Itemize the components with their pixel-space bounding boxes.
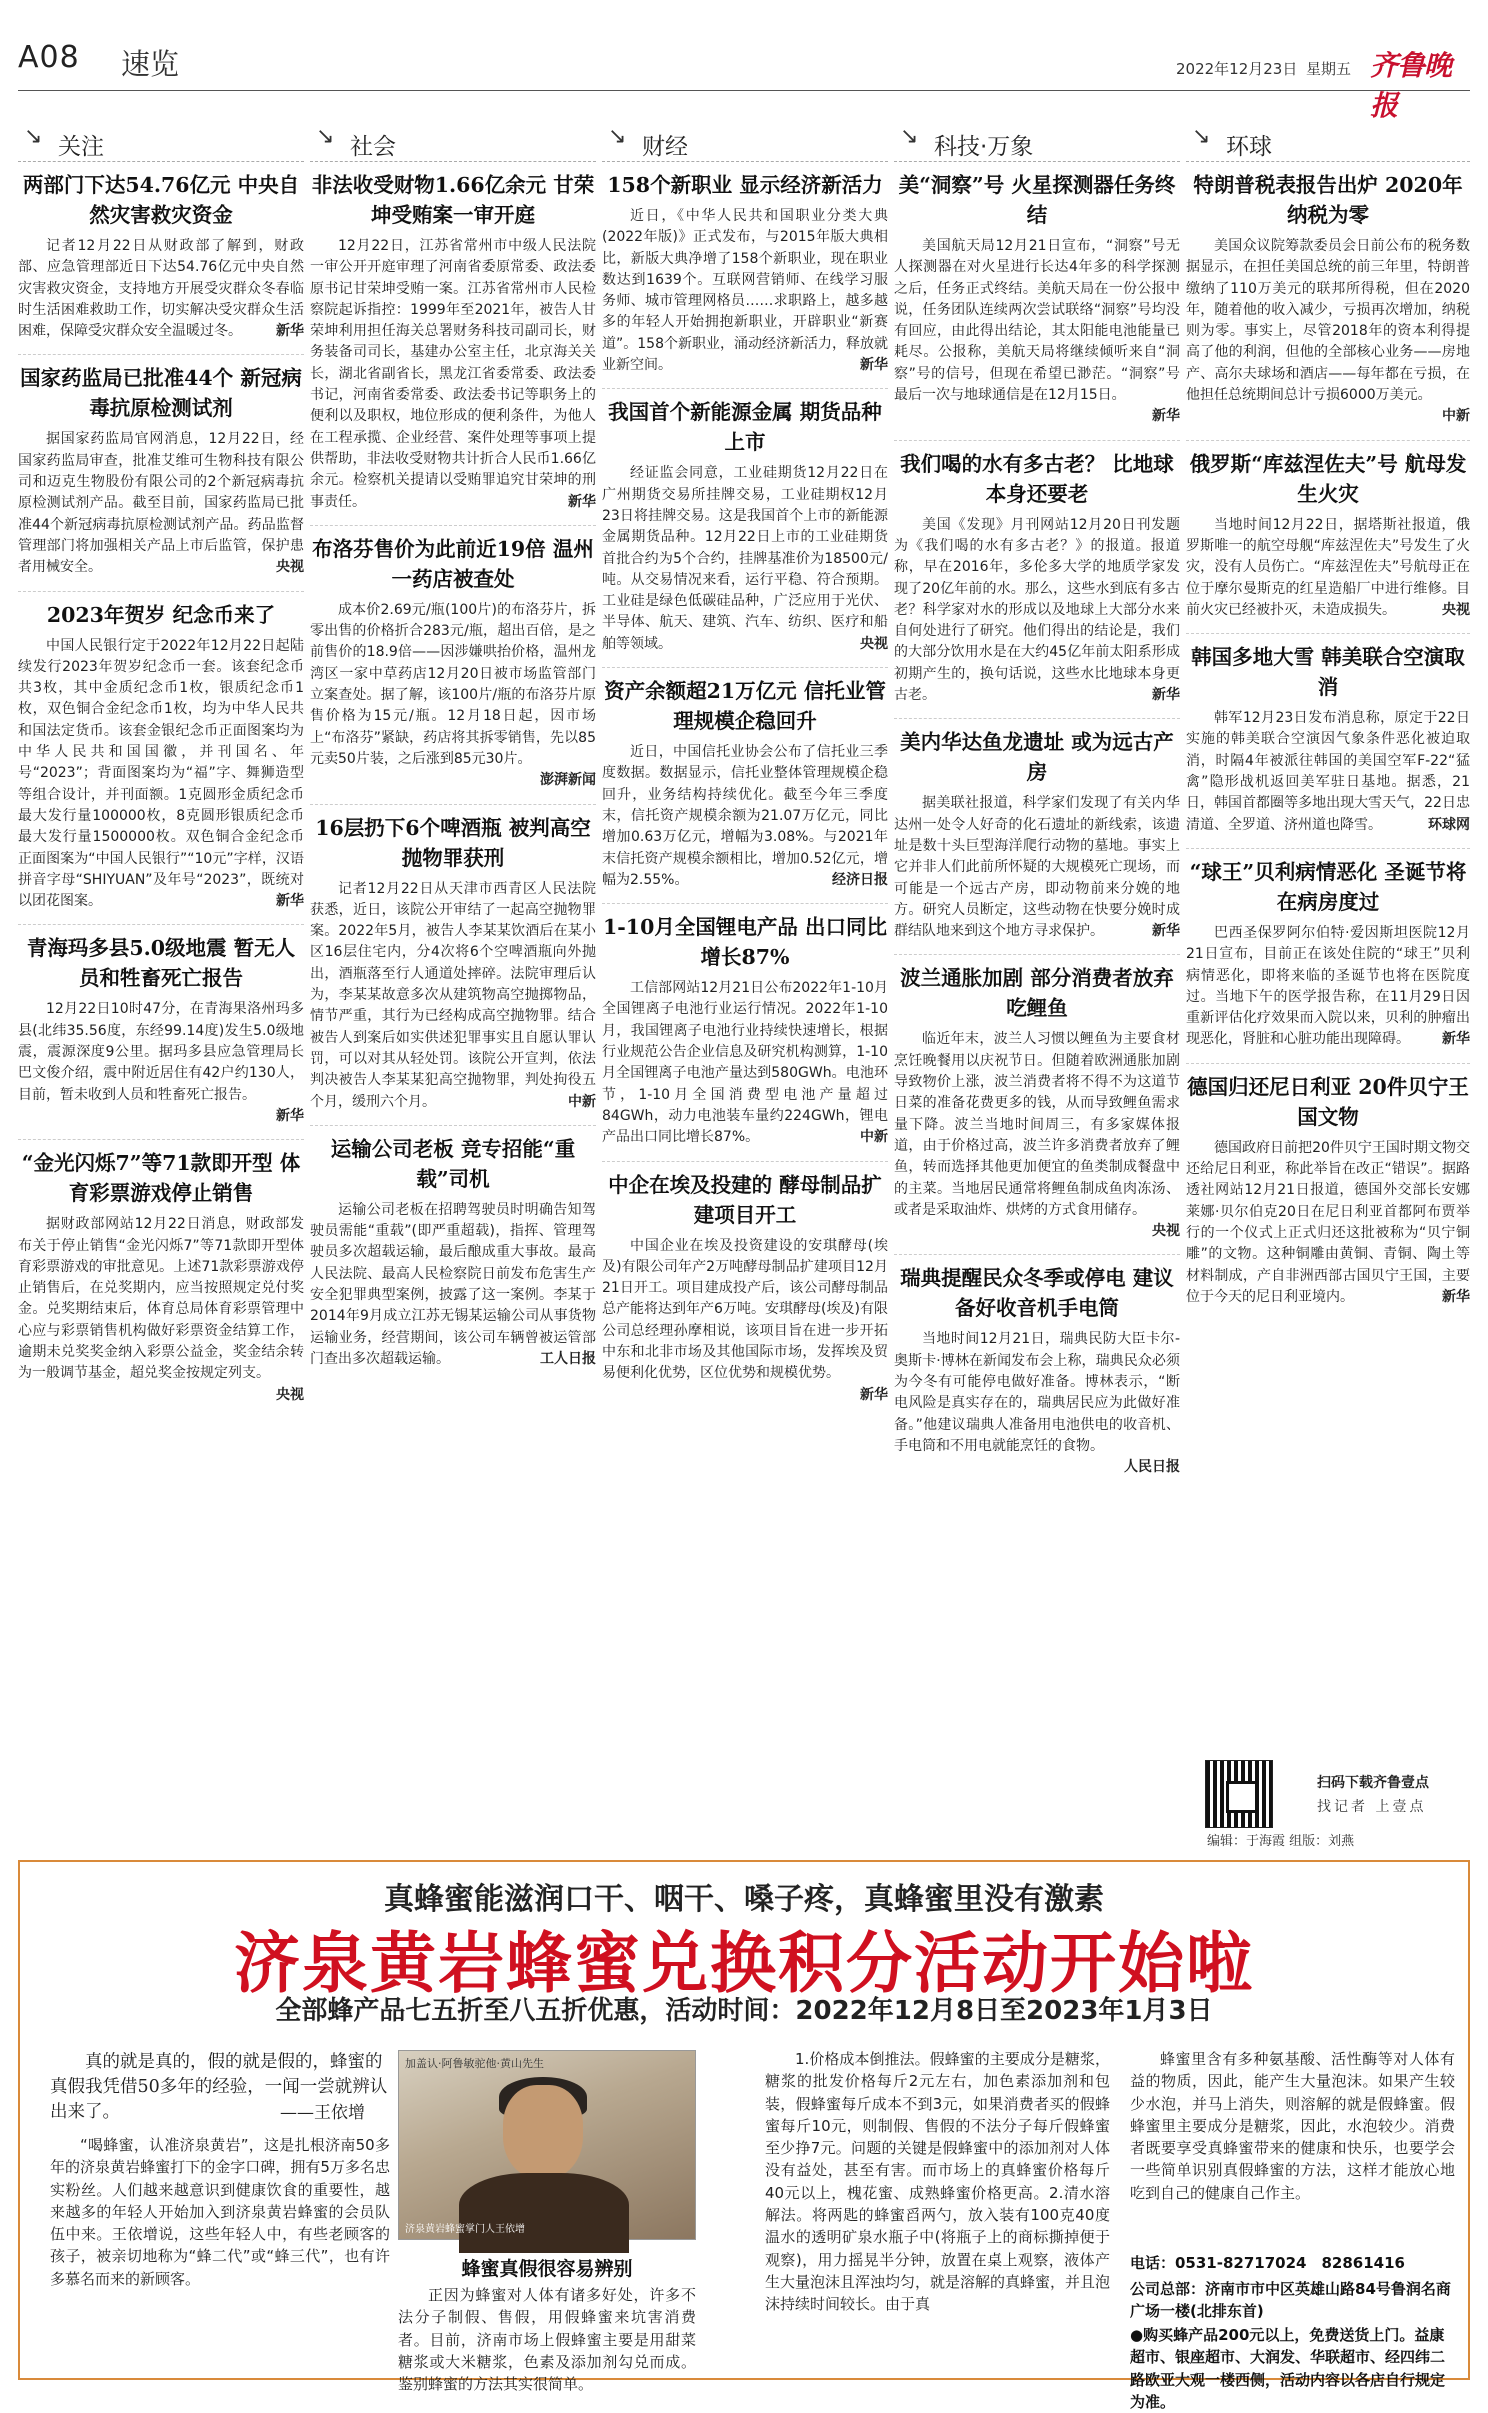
article-divider [310,804,596,805]
article-text: 美国航天局12月21日宣布，“洞察”号无人探测器在对火星进行长达4年多的科学探测之后，任务正式终结。美航天局在一份公报中说，任务团队连续两次尝试联络“洞察”号均没有回应，由此得出结论，其太阳能电池能量已耗尽。公报称，美航天局将继续倾听来自“洞察”号的信号，但现在希望已渺茫。“洞察”号最后一次与地球通信是在12月15日。 [894,238,1180,404]
ad-subheading: 蜂蜜真假很容易辨别 [461,2258,633,2280]
article-source: 新华 [276,323,304,340]
article [602,1170,888,1406]
article-source: 央视 [860,635,888,652]
article-body [18,999,304,1124]
article-source: 新华 [1442,1031,1470,1048]
editor-credit: 编辑：于海霞 组版：刘燕 [1207,1834,1355,1849]
article-headline[interactable]: 美内华达鱼龙遗址 或为远古产房 [900,730,1174,785]
article-body [1186,708,1470,836]
article-text: 当地时间12月22日，据塔斯社报道，俄罗斯唯一的航空母舰“库兹涅佐夫”号发生了火灾，没有人员伤亡。“库兹涅佐夫”号航母正在位于摩尔曼斯克的红星造船厂中进行维修。目前火灾已经被扑灭，未造成损失。 [1186,516,1470,618]
column-world [1186,120,1470,1840]
column-title: 财经 [642,134,688,160]
article-text: 据财政部网站12月22日消息，财政部发布关于停止销售“金光闪烁7”等71款即开型体育彩票游戏的审批意见。上述71款彩票游戏停止销售后，在兑奖期内，应当按照规定兑付奖金。兑奖期结束后，体育总局体育彩票管理中心应与彩票销售机构做好彩票资金结算工作，逾期未兑奖奖金纳入彩票公益金，奖金结余转为一般调节基金，超兑奖金按规定列支。 [18,1216,304,1382]
article-headline[interactable]: 德国归还尼日利亚 20件贝宁王国文物 [1187,1074,1469,1129]
article [1186,642,1470,836]
article-headline[interactable]: 波兰通胀加剧 部分消费者放弃吃鲤鱼 [900,966,1174,1021]
qr-code-icon[interactable] [1205,1760,1273,1828]
article-source: 新华 [276,893,304,910]
article [894,963,1180,1242]
article-body [1186,515,1470,621]
article-text: 巴西圣保罗阿尔伯特·爱因斯坦医院12月21日宣布，目前正在该处住院的“球王”贝利病情恶化，即将来临的圣诞节也将在医院度过。当地下午的医学报告称，在11月29日因重新评估化疗效果而入院以来，贝利的肿瘤出现恶化，肾脏和心脏功能出现障碍。 [1186,924,1470,1048]
column-marker-icon: ↘ [900,124,919,149]
article [894,170,1180,428]
article-headline[interactable]: 国家药监局已批准44个 新冠病毒抗原检测试剂 [20,366,302,421]
article-divider [1186,1063,1470,1064]
article-headline[interactable]: 16层扔下6个啤酒瓶 被判高空抛物罪获刑 [315,815,591,870]
article-divider [894,954,1180,955]
ad-right-body: 蜂蜜里含有多种氨基酸、活性酶等对人体有益的物质，因此，能产生大量泡沫。如果产生较少水泡，并马上消失，则溶解的就是假蜂蜜。假蜂蜜里主要成分是糖浆，因此，水泡较少。消费者既要享受真蜂蜜带来的健康和快乐，也要学会一些简单识别真假蜂蜜的方法，这样才能放心地吃到自己的健康自己作主。 [1130,2050,1455,2202]
article-divider [602,388,888,389]
qr-line1: 扫码下载齐鲁壹点 [1317,1775,1429,1791]
article-source: 央视 [276,1386,304,1403]
column-title: 科技·万象 [934,134,1034,160]
article-source: 人民日报 [1124,1459,1180,1476]
article-body [310,236,596,513]
article-headline[interactable]: 美“洞察”号 火星探测器任务终结 [898,173,1176,227]
article-source: 中新 [1442,408,1470,425]
article-source: 环球网 [1428,816,1470,833]
ad-intro-quote: 真的就是真的，假的就是假的，蜂蜜的真假我凭借50多年的经验，一闻一尝就辨认出来了。 [50,2052,388,2122]
article-divider [894,718,1180,719]
article-source: 新华 [1442,1288,1470,1305]
article [602,912,888,1148]
article-headline[interactable]: 青海玛多县5.0级地震 暂无人员和牲畜死亡报告 [26,936,296,991]
article-body [602,206,888,376]
article-source: 工人日报 [540,1350,596,1367]
ad-quote-signature: ——王依增 [280,2103,365,2123]
article-headline[interactable]: 2023年贺岁 纪念币来了 [46,602,276,627]
article-divider [18,924,304,925]
article-text: 据国家药监局官网消息，12月22日，经国家药监局审查，批准艾维可生物科技有限公司和迈克生物股份有限公司的2个新冠病毒抗原检测试剂产品。截至目前，国家药监局已批准44个新冠病毒抗原检测试剂产品。药品监督管理部门将加强相关产品上市后监管，保护患者用械安全。 [18,431,304,576]
article-text: 12月22日10时47分，在青海果洛州玛多县(北纬35.56度，东经99.14度)发生5.0级地震，震源深度9公里。据玛多县应急管理局长巴文俊介绍，震中附近居住有42户约130人，目前，暂未收到人员和牲畜死亡报告。 [18,1001,304,1103]
article-headline[interactable]: 158个新职业 显示经济新活力 [607,173,883,197]
article-text: 临近年末，波兰人习惯以鲤鱼为主要食材烹饪晚餐用以庆祝节日。但随着欧洲通胀加剧导致物价上涨，波兰消费者将不得不为这道节日菜的准备花费更多的钱，从而导致鲤鱼需求量下降。波兰当地时间周三，有多家媒体报道，由于价格过高，波兰许多消费者放弃了鲤鱼，转而选择其他更加便宜的鱼类制成餐盘中的主菜。当地居民通常将鲤鱼制成鱼肉冻汤、或者是采取油炸、烘烤的方式食用储存。 [894,1031,1180,1218]
article-body [310,1200,596,1370]
article-body [894,236,1180,425]
column-header [1186,120,1470,162]
article-body [18,429,304,578]
article [1186,449,1470,621]
article-body [602,742,888,891]
honey-advertisement [18,1860,1470,2411]
article-text: 德国政府日前把20件贝宁王国时期文物交还给尼日利亚，称此举旨在改正“错误”。据路透社网站12月21日报道，德国外交部长安娜莱娜·贝尔伯克20日在尼日利亚首都阿布贾举行的一个仪式上正式归还这批被称为“贝宁铜雕”的文物。这种铜雕由黄铜、青铜、陶土等材料制成，产自非洲西部古国贝宁王国，主要位于今天的尼日利亚境内。 [1186,1139,1470,1305]
article-body [894,1029,1180,1240]
article-body [1186,1138,1470,1308]
article-headline[interactable]: 布洛芬售价为此前近19倍 温州一药店被查处 [312,536,594,591]
article-divider [1186,633,1470,634]
article [894,449,1180,707]
article-source: 中新 [568,1093,596,1110]
article-source: 中新 [860,1129,888,1146]
article-headline[interactable]: 我们喝的水有多古老？ 比地球本身还要老 [900,451,1174,506]
article-body [602,463,888,655]
article-body [1186,236,1470,425]
article-body [602,978,888,1148]
column-header [602,120,888,162]
page-number: A08 [18,40,80,75]
portrait-body [459,2173,629,2253]
newspaper-logo: 齐鲁晚报 [1370,49,1452,122]
article [18,933,304,1127]
article-text: 美国众议院筹款委员会日前公布的税务数据显示，在担任美国总统的前三年里，特朗普缴纳了110万美元的联邦所得税，但在2020年，随着他的收入减少，亏损再次增加，纳税则为零。事实上，尽管2018年的资本利得提高了他的利润，但他的全部核心业务——房地产、高尔夫球场和酒店——每年都在亏损，在他担任总统期间总计亏损6000万美元。 [1186,238,1470,404]
article-text: 韩军12月23日发布消息称，原定于22日实施的韩美联合空演因气象条件恶化被迫取消，时隔4年被派往韩国的美国空军F-22“猛禽”隐形战机返回美军驻日基地。据悉，21日，韩国首都圈等多地出现大雪天气，22日忠清道、全罗道、济州道也降雪。 [1186,710,1470,833]
article [602,676,888,891]
article-source: 新华 [1152,408,1180,425]
article-source: 经济日报 [832,871,888,888]
article-divider [18,354,304,355]
article-body [602,1236,888,1403]
article-divider [1186,440,1470,441]
article [18,170,304,342]
ad-headline-main: 济泉黄岩蜂蜜兑换积分活动开始啦 [234,1924,1254,2002]
article-body [18,1214,304,1403]
article-headline[interactable]: 非法收受财物1.66亿余元 甘荣坤受贿案一审开庭 [311,173,595,227]
article-text: 12月22日，江苏省常州市中级人民法院一审公开开庭审理了河南省委原常委、政法委原书记甘荣坤受贿一案。江苏省常州市人民检察院起诉指控：1999年至2021年，被告人甘荣坤利用担任海关总署财务科技司副司长，财务装备司司长，基建办公室主任，北京海关关长，湖北省副省长，黑龙江省委常委、政法委书记，河南省委常委、政法委书记等职务上的便利以及职权，地位形成的便利条件，为他人在工程承揽、企业经营、案件处理等事项上提供帮助，非法收受财物共计折合人民币1.66亿余元。检察机关提请以受贿罪追究甘荣坤的刑事责任。 [310,238,596,510]
article [310,813,596,1113]
article-source: 新华 [568,493,596,510]
article-text: 据美联社报道，科学家们发现了有关内华达州一处令人好奇的化石遗址的新线索，该遗址是数十头巨型海洋爬行动物的墓地。事实上它并非人们此前所怀疑的大规模死亡现场，而可能是一个远古产房，即动物前来分娩的地方。研究人员断定，这些动物在快要分娩时成群结队地来到这个地方寻求保护。 [894,795,1180,940]
article-text: 记者12月22日从财政部了解到，财政部、应急管理部近日下达54.76亿元中央自然灾害救灾资金，支持地方开展受灾群众冬春临时生活困难救助工作，切实解决受灾群众生活困难，保障受灾群众安全温暖过冬。 [18,238,304,340]
article-body [1186,923,1470,1051]
article-divider [18,591,304,592]
article-headline[interactable]: 中企在埃及投建的 酵母制品扩建项目开工 [608,1172,882,1227]
article-text: 中国企业在埃及投资建设的安琪酵母(埃及)有限公司年产2万吨酵母制品扩建项目12月21日开工。项目建成投产后，该公司酵母制品总产能将达到年产6万吨。安琪酵母(埃及)有限公司总经理孙摩相说，该项目旨在进一步开拓中东和北非市场及其他国际市场，发挥埃及贸易便利化优势，区位优势和规模优势。 [602,1237,888,1382]
article-source: 央视 [1152,1223,1180,1240]
article-headline[interactable]: 我国首个新能源金属 期货品种上市 [608,400,882,455]
article-source: 央视 [276,559,304,576]
article-body [894,793,1180,942]
article-source: 新华 [860,1386,888,1403]
article-headline[interactable]: 特朗普税表报告出炉 2020年纳税为零 [1193,173,1463,227]
article-body [894,1329,1180,1476]
column-marker-icon: ↘ [24,124,43,149]
ad-telephone: 电话：0531-82717024 82861416 [1130,2254,1405,2272]
portrait-face [503,2085,583,2179]
article-headline[interactable]: 两部门下达54.76亿元 中央自然灾害救灾资金 [22,173,300,227]
article-body [310,879,596,1113]
article-headline[interactable]: 韩国多地大雪 韩美联合空演取消 [1191,645,1465,700]
article-text: 美国《发现》月刊网站12月20日刊发题为《我们喝的水有多古老？》的报道。报道称，早在2016年，多伦多大学的地质学家发现了20亿年前的水。那么，这些水到底有多古老？科学家对水的形成以及地球上大部分水来自何处进行了研究。他们得出的结论是，我们的大部分饮用水是在大约45亿年前太阳系形成初期产生的，换句话说，这些水比地球本身更古老。 [894,516,1180,704]
column-society [310,120,596,1840]
article-source: 澎湃新闻 [540,772,596,789]
column-header [894,120,1180,162]
article-text: 工信部网站12月21日公布2022年1-10月全国锂离子电池行业运行情况。2022年1-10月，我国锂离子电池行业持续快速增长，根据行业规范公告企业信息及研究机构测算，1-10月全国锂离子电池产量达到580GWh。电池环节，1-10月全国消费型电池产量超过84GWh，动力电池装车量约224GWh，锂电产品出口同比增长87%。 [602,980,888,1146]
article-divider [310,525,596,526]
column-finance [602,120,888,1840]
article-divider [894,1254,1180,1255]
article [894,727,1180,942]
column-focus [18,120,304,1840]
article-text: 运输公司老板在招聘驾驶员时明确告知驾驶员需能“重载”(即严重超载)，指挥、管理驾驶员多次超载运输，最后酿成重大事故。最高人民法院、最高人民检察院日前发布危害生产安全犯罪典型案例，披露了这一案例。李某于2014年9月成立江苏无锡某运输公司从事货物运输业务，经营期间，该公司车辆曾被运管部门查出多次超载运输。 [310,1201,596,1367]
column-marker-icon: ↘ [316,124,335,149]
article-divider [18,1139,304,1140]
article-headline[interactable]: 1-10月全国锂电产品 出口同比增长87% [603,915,887,970]
article-headline[interactable]: 俄罗斯“库兹涅佐夫”号 航母发生火灾 [1189,451,1467,506]
article-body [18,236,304,342]
article-source: 新华 [860,357,888,374]
article-divider [310,1125,596,1126]
article-divider [602,903,888,904]
article-text: 记者12月22日从天津市西青区人民法院获悉，近日，该院公开审结了一起高空抛物罪案。2022年5月，被告人李某某饮酒后在某小区16层住宅内，分4次将6个空啤酒瓶向外抛出，酒瓶落至行人通道处摔碎。法院审理后认为，李某某故意多次从建筑物高空抛掷物品，情节严重，其行为已经构成高空抛物罪。结合被告人到案后如实供述犯罪事实且自愿认罪认罚，可以对其从轻处罚。该院公开宣判，依法判决被告人李某某犯高空抛物罪，判处拘役五个月，缓刑六个月。 [310,880,596,1110]
article-divider [602,667,888,668]
article-headline[interactable]: 资产余额超21万亿元 信托业管理规模企稳回升 [604,679,886,734]
article-divider [894,440,1180,441]
article-headline[interactable]: 瑞典提醒民众冬季或停电 建议备好收音机手电筒 [900,1266,1174,1321]
article-body [18,636,304,913]
article [1186,170,1470,428]
article [1186,1072,1470,1308]
ad-promo-dates: 全部蜂产品七五折至八五折优惠，活动时间：2022年12月8日至2023年1月3日 [275,1996,1213,2026]
article-text: 当地时间12月21日，瑞典民防大臣卡尔-奥斯卡·博林在新闻发布会上称，瑞典民众必须为今冬有可能停电做好准备。博林表示，“断电风险是真实存在的，瑞典居民应为此做好准备。”他建议瑞典人准备用电池供电的收音机、手电筒和不用电就能烹饪的食物。 [894,1331,1180,1454]
column-title: 社会 [350,134,396,160]
article [602,170,888,376]
article-source: 新华 [1152,687,1180,704]
article [310,1134,596,1370]
article-text: 成本价2.69元/瓶(100片)的布洛芬片，拆零出售的价格折合283元/瓶，超出百倍，是之前售价的18.9倍——因涉嫌哄抬价格，温州龙湾区一家中草药店12月20日被市场监管部门立案查处。据了解，该100片/瓶的布洛芬片原售价格为15元/瓶。12月18日起，因市场上“布洛芬”紧缺，药店将其拆零销售，先以85元卖50片装，之后涨到85元30片。 [310,601,596,767]
header-rule [18,90,1470,91]
issue-weekday: 星期五 [1306,60,1352,78]
article [18,363,304,578]
section-name: 速览 [121,47,180,81]
ad-headline-top: 真蜂蜜能滋润口干、咽干、嗓子疼，真蜂蜜里没有激素 [384,1882,1104,1917]
article-body [894,515,1180,707]
article-divider [1186,848,1470,849]
page-header [18,40,1470,122]
article-text: 近日，中国信托业协会公布了信托业三季度数据。数据显示，信托业整体管理规模企稳回升，业务结构持续优化。截至今年三季度末，信托资产规模余额为21.07万亿元，同比增加0.63万亿元，增幅为3.08%。与2021年末信托资产规模余额相比，增加0.52亿元，增幅为2.55%。 [602,744,888,888]
article-text: 近日，《中华人民共和国职业分类大典(2022年版)》正式发布，与2015年版大典相比，新版大典净增了158个新职业，现在职业数达到1639个。互联网营销师、在线学习服务师、城市管理网格员……求职路上，越多越多的年轻人开始拥抱新职业，开辟职业“新赛道”。158个新职业，涌动经济新活力，释放就业新空间。 [602,208,888,374]
column-title: 环球 [1226,134,1272,160]
photo-top-caption: 加盖认·阿鲁敏驼他·黄山先生 [405,2057,544,2070]
article [1186,857,1470,1051]
article-source: 央视 [1442,601,1470,618]
column-tech [894,120,1180,1840]
article-headline[interactable]: “球王”贝利病情恶化 圣诞节将在病房度过 [1189,859,1467,914]
article-source: 新华 [276,1107,304,1124]
ad-portrait-photo [398,2050,696,2240]
article [894,1263,1180,1478]
column-header [310,120,596,162]
article [602,397,888,655]
article-divider [602,1161,888,1162]
qr-download-block [1205,1760,1470,1848]
column-marker-icon: ↘ [1192,124,1211,149]
ad-center-body: 正因为蜂蜜对人体有诸多好处，许多不法分子制假、售假，用假蜂蜜来坑害消费者。目前，济南市场上假蜂蜜主要是用甜菜糖浆或大米糖浆，色素及添加剂勾兑而成。鉴别蜂蜜的方法其实很简单。 [398,2286,696,2394]
photo-bottom-caption: 济泉黄岩蜂蜜掌门人王依增 [405,2224,525,2235]
article-headline[interactable]: 运输公司老板 竞专招能“重载”司机 [330,1136,576,1191]
qr-line2: 找记者 上壹点 [1317,1799,1427,1815]
article-text: 经证监会同意，工业硅期货12月22日在广州期货交易所挂牌交易，工业硅期权12月23日将挂牌交易。这是我国首个上市的新能源金属期货品种。12月22日上市的工业硅期货首批合约为5个合约，挂牌基准价为18500元/吨。从交易情况来看，运行平稳、符合预期。工业硅是绿色低碳硅品种，广泛应用于光伏、半导体、航天、建筑、汽车、纺织、医疗和船舶等领域。 [602,465,888,652]
ad-methods-body: 1.价格成本倒推法。假蜂蜜的主要成分是糖浆，糖浆的批发价格每斤2元左右，加色素添加剂和包装，假蜂蜜每斤成本不到3元，如果消费者买的假蜂蜜每斤10元，则制假、售假的不法分子每斤假蜂蜜至少挣7元。问题的关键是假蜂蜜中的添加剂对人体没有益处，甚至有害。而市场上的真蜂蜜价格每斤40元以上，槐花蜜、成熟蜂蜜价格更高。2.清水溶解法。将两匙的蜂蜜舀两勺，放入装有100克40度温水的透明矿泉水瓶子中(将瓶子上的商标撕掉便于观察)，用力摇晃半分钟，放置在桌上观察，液体产生大量泡沫且浑浊均匀，就是溶解的真蜂蜜，并且泡沫持续时间较长。由于真 [765,2050,1111,2314]
column-header [18,120,304,162]
article [310,170,596,513]
ad-shops: ●购买蜂产品200元以上，免费送货上门。益康超市、银座超市、大润发、华联超市、经四纬二路欧亚大观一楼西侧，活动内容以各店自行规定为准。 [1130,2326,1446,2411]
ad-address: 公司总部：济南市市中区英雄山路84号鲁润名商广场一楼(北排东首) [1130,2280,1451,2321]
ad-left-body: “喝蜂蜜，认准济泉黄岩”，这是扎根济南50多年的济泉黄岩蜂蜜打下的金字口碑，拥有5万多名忠实粉丝。人们越来越意识到健康饮食的重要性，越来越多的年轻人开始加入到济泉黄岩蜂蜜的会员队伍中来。王依增说，这些年轻人中，有些老顾客的孩子，被亲切地称为“蜂二代”或“蜂三代”，也有许多慕名而来的新顾客。 [50,2136,390,2288]
article-headline[interactable]: “金光闪烁7”等71款即开型 体育彩票游戏停止销售 [21,1151,301,1206]
article-source: 新华 [1152,923,1180,940]
column-marker-icon: ↘ [608,124,627,149]
column-title: 关注 [58,134,104,160]
issue-date: 2022年12月23日 [1176,60,1298,78]
article-text: 中国人民银行定于2022年12月22日起陆续发行2023年贺岁纪念币一套。该套纪念币共3枚，其中金质纪念币1枚，银质纪念币1枚，双色铜合金纪念币1枚，均为中华人民共和国法定货币。该套金银纪念币正面图案均为中华人民共和国国徽，并刊国名、年号“2023”；背面图案均为“福”字、舞狮造型等组合设计，并刊面额。1克圆形金质纪念币最大发行量100000枚，8克圆形银质纪念币最大发行量1500000枚。双色铜合金纪念币正面图案为“中国人民银行”“10元”字样，汉语拼音字母“SHIYUAN”及年号“2023”，既统对以团花图案。 [18,637,304,910]
article [18,600,304,913]
article [18,1148,304,1406]
article-body [310,600,596,789]
article [310,534,596,792]
